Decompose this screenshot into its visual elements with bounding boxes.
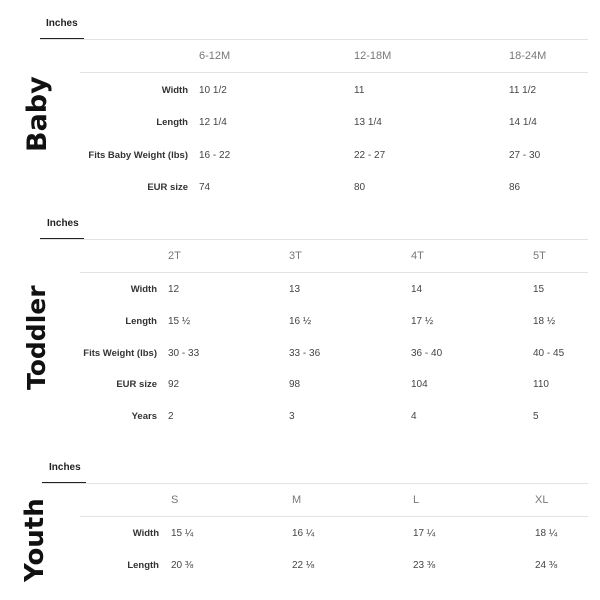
baby-size-header: 12-18M [354, 50, 392, 62]
baby-cell: 13 1/4 [354, 117, 382, 128]
baby-cell: 22 - 27 [354, 150, 386, 161]
toddler-cell: 14 [411, 284, 423, 295]
youth-divider [42, 483, 588, 484]
baby-row-label: Length [156, 117, 188, 128]
youth-size-header: S [171, 494, 179, 506]
youth-cell: 15 ¼ [171, 528, 194, 539]
toddler-size-header: 2T [168, 250, 181, 262]
youth-header-rule [80, 516, 588, 517]
toddler-size-header: 5T [533, 250, 546, 262]
toddler-cell: 30 - 33 [168, 348, 200, 359]
toddler-cell: 104 [411, 379, 428, 390]
baby-cell: 74 [199, 182, 211, 193]
youth-row-label: Width [132, 528, 159, 539]
toddler-row-label: Years [131, 411, 157, 422]
toddler-cell: 12 [168, 284, 180, 295]
toddler-cell: 18 ½ [533, 316, 556, 327]
baby-cell: 86 [509, 182, 521, 193]
baby-row-label: Fits Baby Weight (lbs) [88, 150, 188, 161]
baby-cell: 27 - 30 [509, 150, 541, 161]
toddler-side-label: Toddler [22, 285, 51, 390]
toddler-size-header: 3T [289, 250, 302, 262]
toddler-row-label: Length [125, 316, 157, 327]
baby-header-rule [80, 72, 588, 73]
baby-cell: 10 1/2 [199, 85, 227, 96]
baby-cell: 12 1/4 [199, 117, 227, 128]
toddler-cell: 2 [168, 411, 174, 422]
youth-size-header: XL [535, 494, 549, 506]
youth-row-label: Length [127, 560, 159, 571]
baby-cell: 16 - 22 [199, 150, 231, 161]
toddler-cell: 4 [411, 411, 417, 422]
toddler-cell: 92 [168, 379, 180, 390]
baby-size-header: 18-24M [509, 50, 547, 62]
toddler-cell: 3 [289, 411, 295, 422]
toddler-cell: 110 [533, 379, 549, 390]
toddler-cell: 40 - 45 [533, 348, 565, 359]
toddler-cell: 5 [533, 411, 539, 422]
youth-cell: 17 ¼ [413, 528, 436, 539]
toddler-cell: 15 ½ [168, 316, 191, 327]
baby-row-label: Width [161, 85, 188, 96]
toddler-row-label: EUR size [116, 379, 157, 390]
toddler-cell: 17 ½ [411, 316, 434, 327]
baby-size-header: 6-12M [199, 50, 231, 62]
baby-cell: 14 1/4 [509, 117, 537, 128]
toddler-tab-inches[interactable]: Inches [47, 218, 79, 229]
youth-cell: 16 ¼ [292, 528, 315, 539]
toddler-cell: 16 ½ [289, 316, 312, 327]
baby-cell: 11 1/2 [509, 85, 537, 96]
baby-tab-inches[interactable]: Inches [46, 18, 78, 29]
youth-side-label: Youth [20, 498, 50, 582]
baby-cell: 80 [354, 182, 366, 193]
youth-cell: 18 ¼ [535, 528, 558, 539]
baby-divider [40, 39, 588, 40]
youth-cell: 24 ⅜ [535, 560, 558, 571]
toddler-cell: 98 [289, 379, 301, 390]
toddler-cell: 33 - 36 [289, 348, 321, 359]
youth-cell: 20 ⅜ [171, 560, 194, 571]
youth-cell: 23 ⅜ [413, 560, 436, 571]
youth-cell: 22 ⅛ [292, 560, 315, 571]
toddler-row-label: Width [130, 284, 157, 295]
toddler-header-rule [80, 272, 588, 273]
toddler-cell: 15 [533, 284, 545, 295]
youth-tab-inches[interactable]: Inches [49, 462, 81, 473]
toddler-row-label: Fits Weight (lbs) [83, 348, 157, 359]
toddler-divider [40, 239, 588, 240]
baby-side-label: Baby [22, 76, 53, 152]
youth-size-header: L [413, 494, 420, 506]
baby-row-label: EUR size [147, 182, 188, 193]
toddler-cell: 36 - 40 [411, 348, 443, 359]
baby-cell: 11 [354, 85, 365, 96]
youth-size-header: M [292, 494, 302, 506]
toddler-size-header: 4T [411, 250, 424, 262]
toddler-cell: 13 [289, 284, 301, 295]
